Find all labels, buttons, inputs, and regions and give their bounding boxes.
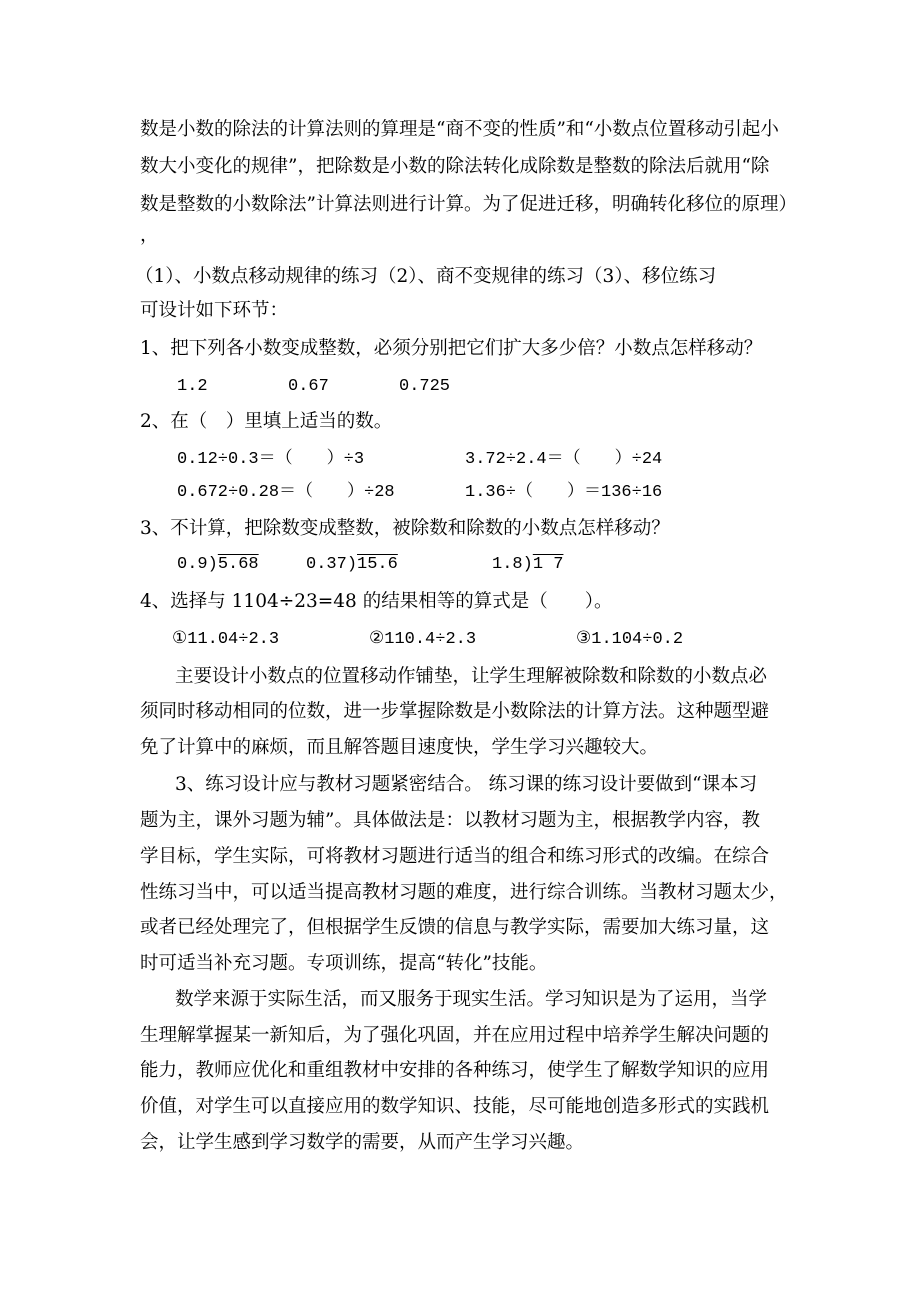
q4-option: ②110.4÷2.3: [369, 630, 477, 649]
intro-line: 数大小变化的规律”，把除数是小数的除法转化成除数是整数的除法后就用“除: [140, 156, 770, 177]
division-bracket: ): [522, 555, 533, 574]
q2-item: 3.72÷2.4＝（ ）÷24: [465, 450, 663, 469]
dividend: 15.6: [357, 555, 398, 574]
q4-option: ①11.04÷2.3: [172, 630, 280, 649]
paragraph-line: 题为主，课外习题为辅”。具体做法是：以教材习题为主，根据教学内容，教: [140, 810, 760, 831]
q2-item: 1.36÷（ ）＝136÷16: [465, 483, 663, 502]
paragraph-line: 生理解掌握某一新知后，为了强化巩固，并在应用过程中培养学生解决问题的: [140, 1025, 770, 1046]
intro-line: 数是小数的除法的计算法则的算理是“商不变的性质”和“小数点位置移动引起小: [140, 119, 779, 140]
dividend: 5.68: [217, 555, 259, 574]
paragraph-line: 会，让学生感到学习数学的需要，从而产生学习兴趣。: [140, 1132, 585, 1153]
q2-item: 0.12÷0.3＝（ ）÷3: [177, 450, 365, 469]
intro-line: ，: [140, 225, 159, 246]
paragraph-line: 须同时移动相同的位数，进一步掌握除数是小数除法的计算方法。这种题型避: [140, 701, 770, 722]
q4-option: ③1.104÷0.2: [576, 630, 684, 649]
question-2: 2、在（ ）里填上适当的数。: [140, 411, 393, 432]
paragraph-line: 主要设计小数点的位置移动作铺垫，让学生理解被除数和除数的小数点必: [175, 666, 768, 687]
q3-division: [306, 553, 398, 577]
divisor: 0.37: [306, 555, 347, 574]
q3-division: [492, 553, 563, 577]
question-1: 1、把下列各小数变成整数，必须分别把它们扩大多少倍？小数点怎样移动？: [140, 338, 763, 359]
paragraph-line: 数学来源于实际生活，而又服务于现实生活。学习知识是为了运用，当学: [175, 989, 768, 1010]
paragraph-line: 时可适当补充习题。专项训练，提高“转化”技能。: [140, 953, 548, 974]
dividend: 1 7: [532, 555, 564, 574]
paragraph-line: 免了计算中的麻烦，而且解答题目速度快，学生学习兴趣较大。: [140, 737, 659, 758]
divisor: 0.9: [177, 555, 208, 574]
design-intro: 可设计如下环节：: [140, 300, 289, 321]
practice-types: （1）、小数点移动规律的练习（2）、商不变规律的练习（3）、移位练习: [135, 266, 717, 287]
intro-line: 数是整数的小数除法”计算法则进行计算。为了促进迁移，明确转化移位的原理）: [140, 194, 797, 215]
paragraph-line: 学目标，学生实际，可将教材习题进行适当的组合和练习形式的改编。在综合: [140, 846, 770, 867]
q3-division: [177, 553, 259, 577]
q1-item: 0.725: [399, 377, 451, 396]
divisor: 1.8: [492, 555, 523, 574]
q2-item: 0.672÷0.28＝（ ）÷28: [177, 483, 395, 502]
q1-item: 1.2: [177, 377, 208, 396]
paragraph-line: 性练习当中，可以适当提高教材习题的难度，进行综合训练。当教材习题太少，: [140, 882, 788, 903]
question-4: 4、选择与 1104÷23=48 的结果相等的算式是（ ）。: [140, 591, 613, 612]
division-bracket: ): [346, 555, 358, 574]
paragraph-line: 能力，教师应优化和重组教材中安排的各种练习，使学生了解数学知识的应用: [140, 1060, 770, 1081]
division-bracket: ): [207, 555, 218, 574]
paragraph-line: 价值，对学生可以直接应用的数学知识、技能，尽可能地创造多形式的实践机: [140, 1096, 770, 1117]
paragraph-line: 或者已经处理完了，但根据学生反馈的信息与教学实际，需要加大练习量，这: [140, 917, 770, 938]
q1-item: 0.67: [288, 377, 329, 396]
question-3: 3、不计算，把除数变成整数，被除数和除数的小数点怎样移动？: [140, 518, 670, 539]
paragraph-line: 3、练习设计应与教材习题紧密结合。 练习课的练习设计要做到“课本习: [175, 774, 758, 795]
